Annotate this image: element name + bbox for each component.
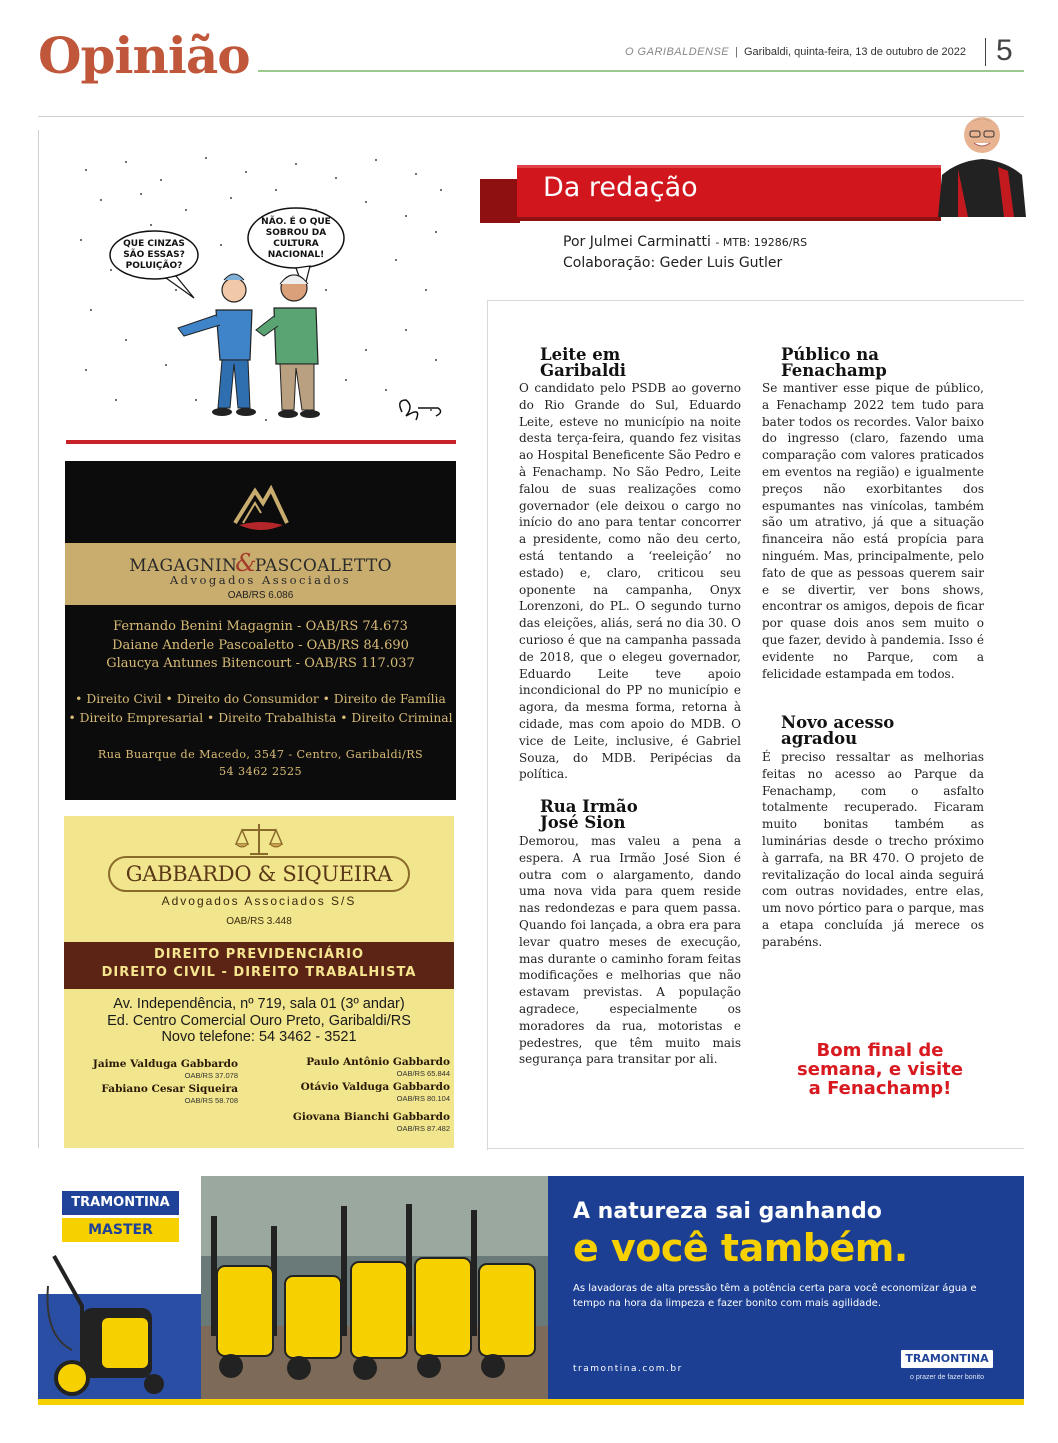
column-collaboration: Colaboração: Geder Luis Gutler bbox=[563, 255, 783, 271]
ad-bottom-stripe bbox=[38, 1399, 1024, 1405]
lawyer-line: Daiane Anderle Pascoaletto - OAB/RS 84.690 bbox=[112, 637, 409, 653]
column-box-top bbox=[487, 300, 1024, 301]
address-line: Av. Independência, nº 719, sala 01 (3º andar) bbox=[113, 996, 405, 1012]
address-line: Ed. Centro Comercial Ouro Preto, Garibaldi/RS bbox=[107, 1012, 411, 1029]
article-body: É preciso ressaltar as melhorias feitas no acesso ao Parque da Fenachamp, com o asfalto totalmente recuperado. Ficaram muito bonitas também as luminárias desde o trecho próximo à garrafa, na BR 470. O projeto de revitalização do local ainda seguirá com outras novidades, entre elas, um novo pórtico para o parque, mas a etapa concluída já merece os parabéns. bbox=[762, 750, 984, 949]
article-body: Demorou, mas valeu a pena a espera. A rua Irmão José Sion é outra com o alargamento, dando uma nova vida para quem reside nas redondezas e para quem passa. Quando foi lançada, a obra era para levar quatro meses de execução, mas durante o caminho foram feitas modificações e melhorias que não estavam previstas. A população agradece, especialmente os moradores da rua, motoristas e pedestres, que têm muito mais segurança para transitar por ali. bbox=[519, 834, 741, 1067]
page-number: 5 bbox=[996, 34, 1013, 67]
practice-area-line: DIREITO PREVIDENCIÁRIO bbox=[153, 947, 364, 962]
heading-line: José Sion bbox=[540, 813, 626, 832]
article-body: Se mantiver esse pique de público, a Fenachamp 2022 tem tudo para bater todos os recordes. Valor baixo do ingresso (claro, fazendo uma comparação com valores praticados em eventos na região) e igualmente preços não exorbitantes dos espumantes nas vinícolas, também são um atrativo, já que a situação financeira não está propícia para ninguém. Mas, principalmente, pelo fato de que as pessoas querem sair e se divertir, ver bons shows, encontrar os amigos, depois de ficar por quase dois anos sem muito o que fazer, devido à pandemia. Isso é evidente no Parque, com a felicidade estampada em todos. bbox=[762, 381, 984, 681]
firm-name bbox=[64, 856, 454, 892]
article-body: O candidato pelo PSDB ao governo do Rio Grande do Sul, Eduardo Leite, esteve no município na noite desta terça-feira, quando fez visitas ao Hospital Beneficente São Pedro e à Fenachamp. No São Pedro, Leite falou de suas realizações como governador (ele deixou o cargo no início do ano para tentar concorrer a presidente, como não deu certo, está tentando a ‘reeleição’ no estado) e, claro, criticou seu oponente na campanha, Onyx Lorenzoni, do PL. O segundo turno das eleições, aliás, será no dia 30. O curioso é que na campanha passada de 2018, que o elegeu governador, Eduardo Leite teve apoio incondicional do PP no município e agora, da mesma forma, retorna à cidade, mas com apoio do MDB. O vice de Leite, inclusive, é Gabriel Souza, do MDB. Peripécias da política. bbox=[519, 381, 741, 782]
heading-line: Público na bbox=[781, 345, 879, 364]
header-divider bbox=[985, 38, 986, 66]
column-banner-tab bbox=[480, 179, 520, 223]
practice-areas bbox=[64, 946, 454, 982]
editorial-cartoon bbox=[66, 150, 456, 436]
cartoonist-signature bbox=[400, 400, 441, 420]
practice-area-line: DIREITO CIVIL - DIREITO TRABALHISTA bbox=[101, 965, 417, 980]
lawyer-entry bbox=[234, 1112, 450, 1134]
firm-address: Rua Buarque de Macedo, 3547 - Centro, Garibaldi/RS bbox=[97, 748, 424, 761]
washers-lineup-photo bbox=[201, 1176, 548, 1404]
author-name: Por Julmei Carminatti bbox=[563, 234, 711, 250]
firm-name-text: GABBARDO & SIQUEIRA bbox=[108, 856, 410, 892]
left-divider bbox=[38, 130, 39, 1148]
lawyer-oab: OAB/RS 65.844 bbox=[396, 1069, 450, 1078]
header-meta: O GARIBALDENSE | Garibaldi, quinta-feira, 13 de outubro de 2022 bbox=[624, 46, 966, 58]
practice-areas bbox=[65, 690, 456, 728]
lawyer-entry bbox=[264, 1082, 450, 1104]
firm-contact bbox=[65, 747, 456, 780]
lawyer-name: Paulo Antônio Gabbardo bbox=[306, 1056, 450, 1068]
lawyer-oab: OAB/RS 37.078 bbox=[184, 1071, 238, 1080]
firm-address bbox=[64, 996, 454, 1046]
closing-line: semana, e visite bbox=[797, 1059, 963, 1080]
mountains-logo-icon bbox=[231, 479, 291, 539]
ad-tramontina[interactable] bbox=[38, 1176, 1024, 1404]
heading-line: Garibaldi bbox=[540, 361, 627, 380]
firm-subtitle: Advogados Associados S/S bbox=[161, 894, 357, 908]
article-heading bbox=[781, 715, 1001, 747]
bubble-right-line: NACIONAL! bbox=[267, 250, 325, 260]
scales-of-justice-icon bbox=[232, 820, 286, 860]
header-rule bbox=[258, 70, 1024, 72]
brand-slogan: o prazer de fazer bonito bbox=[910, 1374, 984, 1381]
heading-line: agradou bbox=[781, 729, 858, 748]
author-mtb: - MTB: 19286/RS bbox=[715, 236, 808, 249]
lawyer-entry bbox=[68, 1059, 238, 1081]
tramontina-logo: TRAMONTINA bbox=[62, 1191, 179, 1215]
master-logo: MASTER bbox=[62, 1218, 179, 1242]
firm-oab: OAB/RS 6.086 bbox=[227, 590, 294, 601]
lawyer-name: Fabiano Cesar Siqueira bbox=[101, 1083, 238, 1095]
closing-line: Bom final de bbox=[816, 1040, 944, 1061]
lawyer-name: Jaime Valduga Gabbardo bbox=[92, 1058, 238, 1070]
cartoon-drawing bbox=[66, 150, 456, 436]
heading-line: Novo acesso bbox=[781, 713, 895, 732]
pressure-washer-icon bbox=[42, 1246, 192, 1402]
ad-magagnin-pascoaletto[interactable] bbox=[65, 461, 456, 800]
lawyer-oab: OAB/RS 87.482 bbox=[396, 1124, 450, 1133]
tramontina-brand-logo: TRAMONTINA bbox=[900, 1349, 994, 1369]
heading-line: Rua Irmão bbox=[540, 797, 638, 816]
article-heading bbox=[540, 347, 740, 379]
lawyer-line: Fernando Benini Magagnin - OAB/RS 74.673 bbox=[113, 619, 408, 634]
column-box-bottom bbox=[487, 1148, 1024, 1149]
publication-name: O GARIBALDENSE bbox=[624, 46, 730, 58]
column-author bbox=[563, 234, 807, 250]
columnist-photo bbox=[938, 105, 1026, 217]
ad-url-link[interactable]: tramontina.com.br bbox=[573, 1364, 683, 1374]
lawyer-name: Giovana Bianchi Gabbardo bbox=[292, 1111, 450, 1123]
lawyer-oab: OAB/RS 58.708 bbox=[184, 1096, 238, 1105]
top-divider bbox=[38, 116, 1024, 117]
practice-area-line: • Direito Civil • Direito do Consumidor • Direito de Família bbox=[75, 692, 446, 706]
lawyer-entry bbox=[264, 1057, 450, 1079]
column-title: Da redação bbox=[543, 172, 698, 203]
bubble-left-line: SÃO ESSAS? bbox=[123, 250, 185, 260]
column-banner-shadow bbox=[517, 217, 941, 221]
bubble-right-line: NÃO. É O QUE bbox=[261, 217, 331, 227]
lawyer-entry bbox=[68, 1084, 238, 1106]
heading-line: Fenachamp bbox=[781, 361, 887, 380]
closing-message bbox=[780, 1041, 980, 1098]
address-line: Novo telefone: 54 3462 - 3521 bbox=[161, 1029, 357, 1045]
bubble-right-line: SOBROU DA bbox=[265, 228, 327, 238]
article-heading bbox=[540, 799, 740, 831]
firm-name-part: PASCOALETTO bbox=[254, 556, 392, 576]
bubble-left-line: QUE CINZAS bbox=[123, 239, 185, 249]
section-title: Opinião bbox=[38, 26, 250, 85]
cartoon-man-right bbox=[256, 275, 320, 418]
ad-headline: A natureza sai ganhando bbox=[573, 1199, 882, 1224]
closing-line: a Fenachamp! bbox=[808, 1078, 952, 1099]
bubble-right-line: CULTURA bbox=[273, 239, 319, 249]
firm-name-part: MAGAGNIN bbox=[129, 556, 238, 576]
bubble-left-line: POLUIÇÃO? bbox=[125, 261, 183, 271]
lawyer-list bbox=[65, 618, 456, 674]
firm-oab: OAB/RS 3.448 bbox=[226, 916, 292, 927]
practice-area-line: • Direito Empresarial • Direito Trabalhista • Direito Criminal bbox=[68, 711, 453, 725]
column-box-left bbox=[487, 300, 488, 1150]
ad-body: As lavadoras de alta pressão têm a potência certa para você economizar água e tempo na hora da limpeza e fazer bonito com mais agilidade. bbox=[573, 1283, 977, 1309]
ash-dots bbox=[80, 157, 442, 421]
article-heading bbox=[781, 347, 1001, 379]
firm-subtitle: Advogados Associados bbox=[169, 573, 352, 587]
firm-phone: 54 3462 2525 bbox=[218, 764, 303, 778]
heading-line: Leite em bbox=[540, 345, 621, 364]
lawyer-oab: OAB/RS 80.104 bbox=[396, 1094, 450, 1103]
firm-ampersand: & bbox=[235, 549, 257, 577]
lawyer-line: Glaucya Antunes Bitencourt - OAB/RS 117.037 bbox=[106, 656, 415, 671]
dateline: Garibaldi, quinta-feira, 13 de outubro de 2022 bbox=[744, 46, 966, 58]
ad-headline-big: e você também. bbox=[573, 1226, 908, 1270]
ad-gabbardo-siqueira[interactable] bbox=[64, 816, 454, 1148]
lawyer-name: Otávio Valduga Gabbardo bbox=[300, 1081, 450, 1093]
cartoon-rule bbox=[66, 440, 456, 444]
